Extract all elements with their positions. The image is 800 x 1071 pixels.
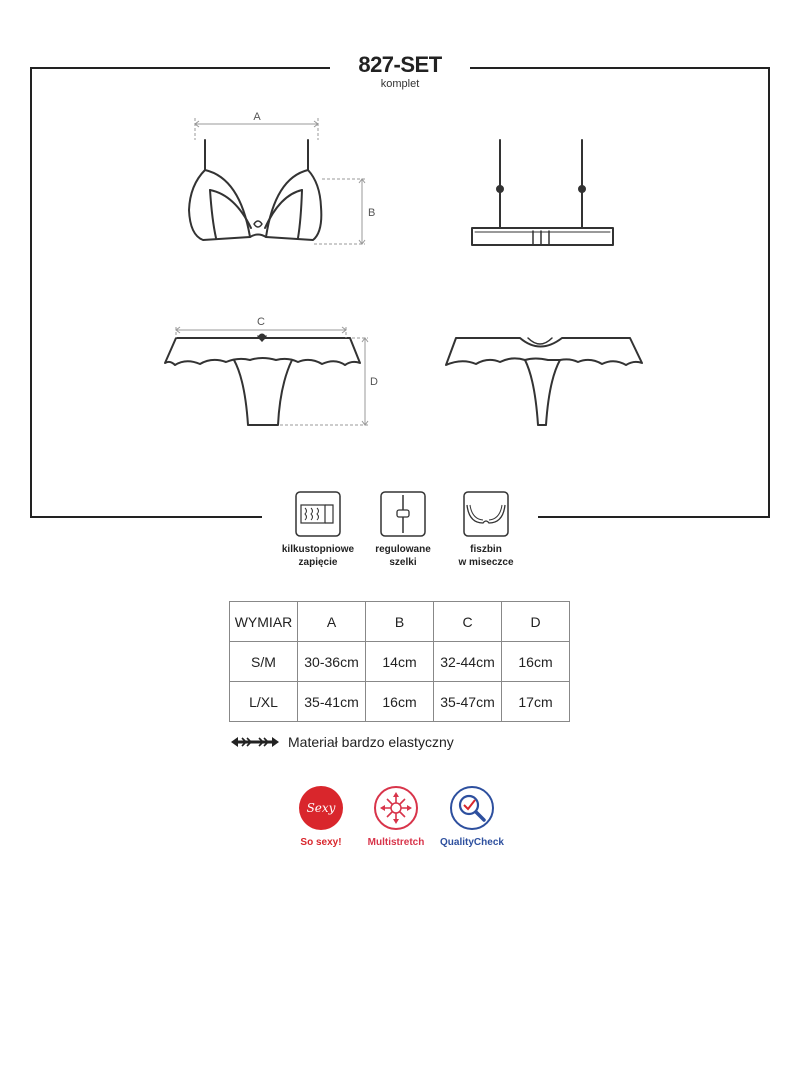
multistretch-badge-icon [373,785,419,831]
badge-multistretch-label: Multistretch [367,837,425,848]
elastic-note-text: Materiał bardzo elastyczny [288,734,454,750]
badge-qualitycheck-label: QualityCheck [440,837,504,848]
bra-front-drawing [189,140,321,240]
feature-underwire [436,491,536,569]
product-title: 827-SET [358,52,442,77]
table-cell: 16cm [366,682,434,722]
dimension-label-c: C [257,316,265,328]
sexy-badge-icon [298,785,344,831]
dimension-label-d: D [370,376,378,388]
table-header-cell: B [366,602,434,642]
table-cell: 32-44cm [434,642,502,682]
badge-sexy-label: So sexy! [300,837,342,848]
table-row [230,682,570,722]
bra-back-drawing [472,140,613,245]
feature-underwire-label: fiszbin w miseczce [458,544,514,568]
quality-check-badge-icon [449,785,495,831]
feature-straps-label: regulowane szelki [375,544,431,568]
table-cell: L/XL [230,682,298,722]
table-cell: 35-41cm [298,682,366,722]
table-header-row [230,602,570,642]
table-header-cell: A [298,602,366,642]
product-subtitle: komplet [380,78,420,90]
size-table [229,601,570,722]
stretch-arrows-icon [230,736,280,748]
feature-clasp-label: kilkustopniowe zapięcie [281,544,355,568]
table-cell: 14cm [366,642,434,682]
table-row [230,642,570,682]
table-cell: S/M [230,642,298,682]
thong-front-drawing [165,335,360,426]
table-header-cell: C [434,602,502,642]
multi-hook-clasp-icon [295,491,341,537]
table-cell: 16cm [502,642,570,682]
elastic-note [230,733,454,751]
table-cell: 17cm [502,682,570,722]
table-cell: 30-36cm [298,642,366,682]
sexy-badge-text: Sexy [306,801,336,815]
dimension-label-b: B [368,207,376,219]
table-cell: 35-47cm [434,682,502,722]
badge-qualitycheck [427,785,517,848]
table-header-cell: WYMIAR [230,602,298,642]
underwire-cup-icon [463,491,509,537]
adjustable-straps-icon [380,491,426,537]
thong-back-drawing [446,338,642,425]
dimension-label-a: A [253,111,261,123]
table-header-cell: D [502,602,570,642]
title-block [330,52,470,90]
